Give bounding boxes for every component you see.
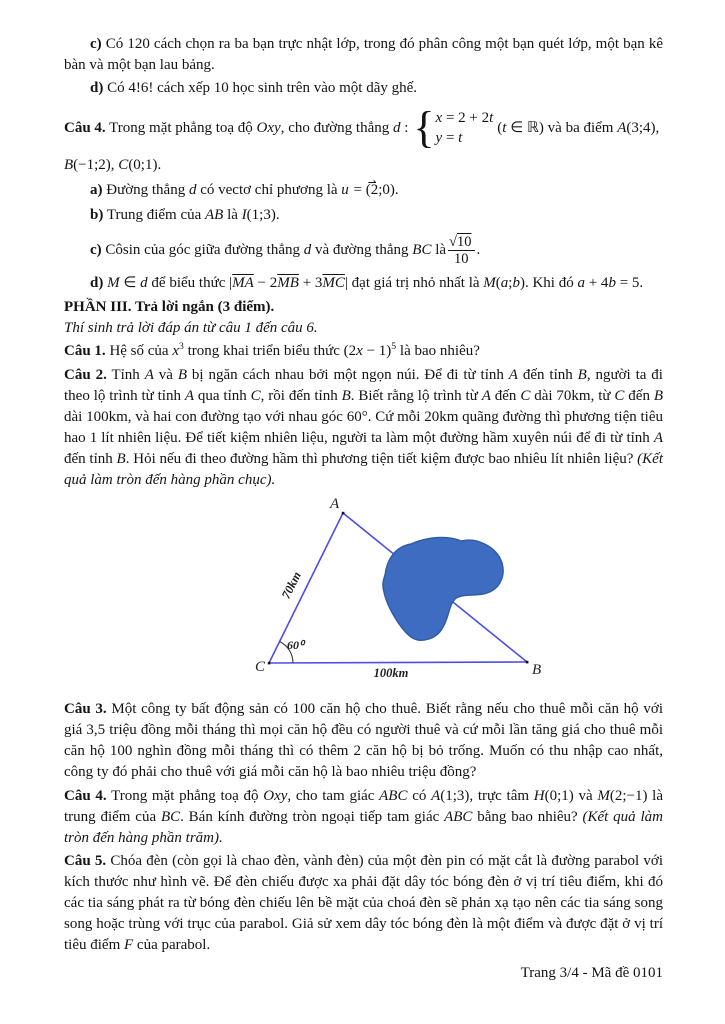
statement-d-part2: d) Có 4!6! cách xếp 10 học sinh trên vào một dãy ghế. (90, 80, 418, 96)
question-4-pre-text: Câu 4. Trong mặt phẳng toạ độ Oxy, cho đường thẳng d : (64, 119, 409, 136)
points-b-c-line: B(−1;2), C(0;1). (64, 157, 162, 173)
edge-c-a (269, 513, 343, 663)
statement-c-text: c) Côsin của góc giữa đường thẳng d và đường thẳng BC là (90, 241, 447, 258)
mountain-blob (383, 537, 503, 640)
triangle-map-svg (215, 497, 575, 690)
vertex-c-label: C (254, 659, 265, 675)
fraction-sqrt10-over-10 (448, 234, 474, 267)
parametric-system (408, 103, 497, 153)
vertex-c-dot (268, 662, 271, 665)
vertex-b-dot (526, 661, 529, 664)
question-1: Câu 1. Hệ số của $x^3$ trong khai triển biểu thức $(2x - 1)^5$ là bao nhiêu? (64, 341, 480, 359)
question-4-post-text: (t ∈ ℝ) và ba điểm A(3;4), (497, 119, 660, 136)
question-5: Câu 5. Chóa đèn (còn gọi là chao đèn, vành đèn) của một đèn pin có mặt cắt là đường parabol với kích thước như hình vẽ. Để đèn chiếu được xa phải đặt dây tóc bóng đèn ở vị trí tiêu điểm, khi đó các tia sáng phát ra từ bóng đèn chiếu lên bề mặt của choá đèn sẽ phản xạ tạo nên các tia sáng song song hoặc trùng với trục của parabol. Giả sử xem dây tóc bóng đèn là một điểm và được đặt ở vị trí tiêu điểm F của parabol. (64, 853, 663, 953)
edge-c-b (269, 662, 527, 663)
statement-b: b) Trung điểm của AB là I(1;3). (90, 207, 280, 223)
question-4-line (64, 103, 663, 153)
page-footer: Trang 3/4 - Mã đề 0101 (520, 965, 663, 981)
question-4b: Câu 4. Trong mặt phẳng toạ độ Oxy, cho tam giác ABC có A(1;3), trực tâm H(0;1) và M(2;−1) là trung điểm của BC. Bán kính đường tròn ngoại tiếp tam giác ABC bằng bao nhiêu? (Kết quả làm tròn đến hàng phần trăm). (64, 788, 663, 846)
sentence-period: . (476, 241, 481, 258)
triangle-map-figure (215, 497, 663, 697)
statement-a: a) Đường thẳng d có vectơ chỉ phương là u ⇀ = (2;0). (64, 180, 663, 201)
vertex-a-dot (342, 512, 345, 515)
question-3: Câu 3. Một công ty bất động sản có 100 căn hộ cho thuê. Biết rằng nếu cho thuê mỗi căn hộ với giá 3,5 triệu đồng mỗi tháng thì mọi căn hộ đều có người thuê và cứ mỗi lần tăng giá cho thuê mỗi căn hộ 100 nghìn đồng mỗi tháng thì có thêm 2 căn hộ bị bỏ trống. Muốn có thu nhập cao nhất, công ty đó phải cho thuê với giá mỗi căn hộ là bao nhiêu triệu đồng? (64, 701, 663, 780)
radicand: 10 (457, 233, 472, 250)
fraction-denominator: 10 (454, 250, 469, 267)
question-2: Câu 2. Tỉnh A và B bị ngăn cách nhau bởi một ngọn núi. Để đi từ tỉnh A đến tỉnh B, người ta đi theo lộ trình từ tỉnh A qua tỉnh C, rồi đến tỉnh B. Biết rằng lộ trình từ A đến C dài 70km, từ C đến B dài 100km, và hai con đường tạo với nhau góc 60°. Cứ mỗi 20km quãng đường thì phương tiện tiêu hao 1 lít nhiên liệu. Để tiết kiệm nhiên liệu, người ta làm một đường hầm xuyên núi để đi từ tỉnh A đến tỉnh B. Hỏi nếu đi theo đường hầm thì phương tiện tiết kiệm được bao nhiêu lít nhiên liệu? (Kết quả làm tròn đến hàng phần chục). (64, 367, 663, 488)
exam-page-content (64, 34, 663, 956)
statement-c (64, 231, 663, 269)
radical-sign: √ (449, 233, 457, 250)
system-equation-y: y = t (435, 130, 463, 146)
vertex-b-label: B (532, 662, 542, 678)
curly-brace: { (413, 103, 435, 153)
angle-label: 60⁰ (287, 638, 304, 652)
part3-instruction: Thí sinh trả lời đáp án từ câu 1 đến câu 6. (64, 320, 318, 336)
system-equation-x: x = 2 + 2t (435, 110, 494, 126)
edge-ca-length-label: 70km (278, 569, 304, 602)
part3-heading: PHẦN III. Trả lời ngắn (3 điểm). (64, 299, 275, 315)
edge-cb-length-label: 100km (373, 666, 409, 680)
statement-d: d) M ∈ d để biểu thức $|\overline{MA} - 2\overline{MB} + 3\overline{MC}|$ đạt giá trị nhỏ nhất là M(a;b). Khi đó a + 4b = 5. (90, 275, 644, 291)
vertex-a-label: A (330, 497, 340, 512)
fraction-numerator (448, 234, 474, 251)
system-rows (436, 108, 494, 148)
statement-c-part2: c) Có 120 cách chọn ra ba bạn trực nhật lớp, trong đó phân công một bạn quét lớp, một bạn kê bàn và một bạn lau bảng. (64, 36, 663, 73)
